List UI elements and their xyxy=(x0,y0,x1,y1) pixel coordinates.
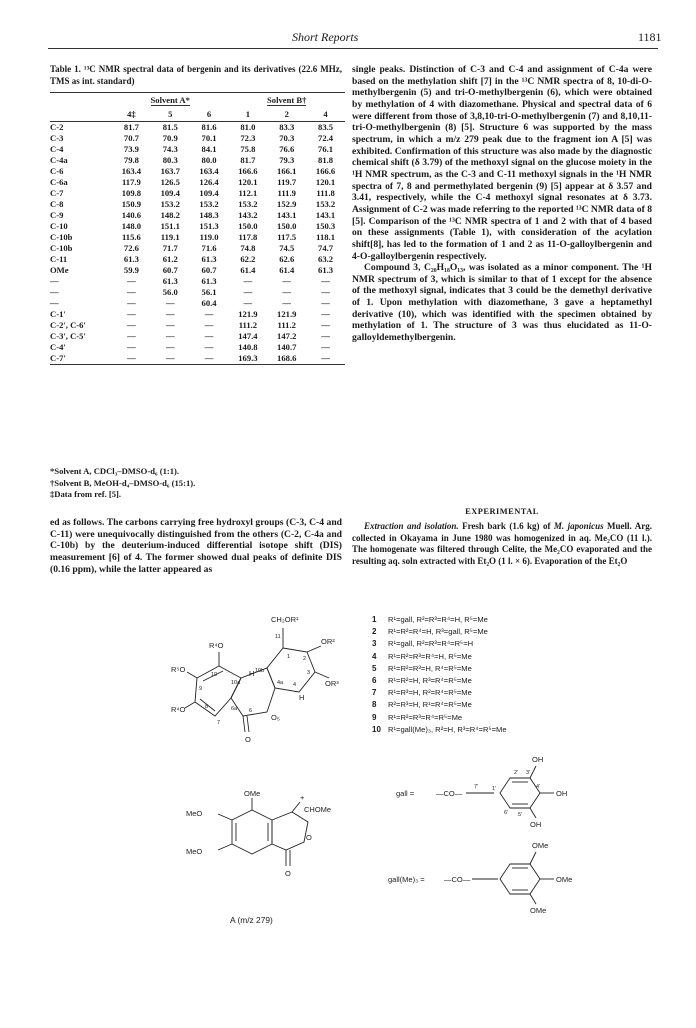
table-cell: 140.8 xyxy=(238,342,258,352)
table-cell: — xyxy=(127,331,136,341)
table-cell: 117.5 xyxy=(277,232,297,242)
table-cell: 153.2 xyxy=(160,199,180,209)
table-cell: — xyxy=(127,287,136,297)
table-cell: 147.4 xyxy=(238,331,258,341)
row-label: — xyxy=(50,287,59,297)
header-rule xyxy=(48,48,658,49)
atom-number: 2′ xyxy=(514,770,519,776)
charge-plus: + xyxy=(300,793,305,802)
atom-number: 6 xyxy=(249,708,253,714)
compound-substituents: R¹=R²=R³=R⁴=H, R⁵=Me xyxy=(388,651,472,661)
methoxy-label: MeO xyxy=(186,809,203,818)
table-cell: 140.7 xyxy=(277,342,297,352)
methoxy-label: OMe xyxy=(244,789,261,798)
table-cell: 121.9 xyxy=(277,309,297,319)
table-cell: 118.1 xyxy=(316,232,335,242)
methoxy-label: OMe xyxy=(556,875,573,884)
table-row xyxy=(50,221,345,232)
table-cell: 63.2 xyxy=(318,254,334,264)
col-header: 5 xyxy=(151,107,190,122)
carbonyl-linker: —CO— xyxy=(444,875,471,884)
bergenin-structure xyxy=(171,608,355,788)
table-row xyxy=(50,243,345,254)
table-cell: 143.1 xyxy=(315,210,336,220)
atom-number: 6a xyxy=(231,706,238,712)
section-lead: Extraction and isolation. xyxy=(364,521,459,531)
table-cell: 153.2 xyxy=(315,199,336,209)
table-cell: — xyxy=(321,320,330,330)
experimental-body: Muell. Arg. collected in Okayama in June 1980 was homogenized in aq. Me₂CO (11 l.). The homogenate was filtered through Celite, the Me₂CO evaporated and the resulting aq. soln extracted with Et₂O (1 l. × 6). Evaporation of the Et₂O xyxy=(352,521,652,567)
table-cell: 111.8 xyxy=(316,188,335,198)
table-cell: — xyxy=(127,342,136,352)
table-cell: 60.4 xyxy=(201,298,217,308)
row-label: C-1′ xyxy=(50,309,66,319)
hydroxyl-label: OH xyxy=(532,755,544,764)
table-row xyxy=(50,342,345,353)
compound-substituents: R¹=gall, R²=R³=R⁴=R⁵=H xyxy=(388,639,474,649)
table-cell: — xyxy=(243,287,253,297)
table-cell: 61.3 xyxy=(162,276,178,286)
table-caption: Table 1. ¹³C NMR spectral data of bergenin and its derivatives (22.6 MHz, TMS as int. standard) xyxy=(50,64,342,86)
compound-row xyxy=(372,699,507,711)
right-column-text xyxy=(352,64,652,344)
table-cell: 117.9 xyxy=(121,177,141,187)
table-cell: 74.3 xyxy=(162,144,178,154)
atom-number: 10b xyxy=(255,668,265,674)
table-cell: 119.7 xyxy=(277,177,297,187)
atom-number: 7′ xyxy=(474,784,479,790)
compound-substituents: R²=R³=H, R¹=R⁴=R⁵=Me xyxy=(388,700,472,710)
compound-substituents: R¹=R²=R³=H, R⁴=R⁵=Me xyxy=(388,663,472,673)
table-cell: 117.8 xyxy=(238,232,258,242)
table-cell: 59.9 xyxy=(123,265,139,275)
row-label: C-7′ xyxy=(50,353,112,365)
table-cell: 76.6 xyxy=(279,144,295,154)
atom-number: 11 xyxy=(275,634,281,640)
atom-number: 10a xyxy=(231,680,241,686)
table-row xyxy=(50,166,345,177)
table-row xyxy=(50,188,345,199)
table-cell: 151.3 xyxy=(199,221,219,231)
table-cell: 56.1 xyxy=(201,287,217,297)
table-cell: — xyxy=(127,320,136,330)
table-row xyxy=(50,144,345,155)
table-cell: 168.6 xyxy=(267,353,306,365)
table-cell: 150.3 xyxy=(315,221,336,231)
methoxy-label: MeO xyxy=(186,847,203,856)
table-cell: 81.7 xyxy=(123,122,139,132)
table-cell: 169.3 xyxy=(228,353,267,365)
row-label: C-10 xyxy=(50,221,68,231)
table-cell: 140.6 xyxy=(121,210,142,220)
table-cell: 147.2 xyxy=(277,331,297,341)
table-cell: 148.3 xyxy=(199,210,219,220)
col-header: 1 xyxy=(228,107,267,122)
col-header: 4‡ xyxy=(112,107,151,122)
left-column-continued-text: ed as follows. The carbons carrying free hydroxyl groups (C-3, C-4 and C-11) were unequivocally distinguished from the others (C-2, C-4a and C-10b) by the deuterium-induced differential isotope shift (DIS) measurement [6] of 4. The former showed dual peaks of definite DIS (0.16 ppm), while the latter appeared as xyxy=(50,517,342,575)
table-cell: 56.0 xyxy=(162,287,178,297)
table-cell: — xyxy=(165,320,175,330)
table-cell: 60.7 xyxy=(201,265,217,275)
table-cell: — xyxy=(127,309,136,319)
row-label: C-8 xyxy=(50,199,64,209)
table-header-row xyxy=(50,93,345,108)
table-cell: 84.1 xyxy=(201,144,217,154)
atom-number: 6′ xyxy=(504,810,509,816)
paragraph: single peaks. Distinction of C-3 and C-4 and assignment of C-4a were based on the methylation shift [7] in the ¹³C NMR spectra of 8, 10-di-O-methylbergenin (5) and tri-O-methylbergenin (6), which were obtained by methylation of 4 with diazomethane. Physical and spectral data of 6 were different from those of 3,8,10-tri-O-methylbergenin (7) and 8,10,11-tri-O-methylbergenin (8) [5]. Structure 6 was supported by the mass spectrum, in which a m/z 279 peak due to the fragment ion A [5] was exhibited. Confirmation of this structure was also made by the diagnostic chemical shift (δ 3.79) of the methoxyl signal on the glucose moiety in the ¹H NMR spectrum, as the C-3 and C-11 methoxyl signals in the ¹H NMR spectra of 7, 8 and permethylated bergenin (9) [5] appear at δ 3.57 and 3.41, respectively, while the C-4 methoxyl signal resonates at δ 3.73. Assignment of C-2 was made referring to the reported ¹³C NMR data of 8 [5]. Comparison of the ¹³C NMR spectra of 1 and 2 with that of 4 based on these assignments (Table 1), with consideration of the acylation shift[8], has led to the formation of 1 and 2 as 11-O-galloylbergenin and 4-O-galloylbergenin respectively. xyxy=(352,64,652,262)
label-r4o-bot: R⁴O xyxy=(171,705,186,714)
compound-row xyxy=(372,651,507,663)
compound-legend xyxy=(372,614,507,736)
table-row xyxy=(50,287,345,298)
row-label: — xyxy=(50,298,59,308)
table-cell: — xyxy=(243,298,253,308)
experimental-heading: EXPERIMENTAL xyxy=(465,507,539,516)
atom-number: 3′ xyxy=(526,770,531,776)
solvent-a-header: Solvent A* xyxy=(150,94,190,105)
hydroxyl-label: OH xyxy=(530,820,542,829)
row-label: C-4 xyxy=(50,144,64,154)
row-label: C-4a xyxy=(50,155,68,165)
table-cell: 74.5 xyxy=(279,243,295,253)
compound-substituents: R¹=gall, R²=R³=R⁴=H, R⁵=Me xyxy=(388,615,488,624)
experimental-text xyxy=(352,521,652,568)
col-header: 4 xyxy=(306,107,345,122)
label-o5: O₅ xyxy=(271,713,280,722)
atom-number: 10 xyxy=(211,672,218,678)
table-cell: 61.3 xyxy=(123,254,139,264)
compound-row xyxy=(372,638,507,650)
table-cell: 81.6 xyxy=(201,122,217,132)
fragment-a-structure xyxy=(182,790,372,910)
paragraph: Compound 3, C₂₀H₁₈O₁₃, was isolated as a minor component. The ¹H NMR spectrum of 3, which is similar to that of 1 except for the absence of the methoxyl signal, indicates that 3 could be the demethyl derivative of 1. Upon methylation with diazomethane, 3 gave a heptamethyl derivative (10), which was identified with the specimen obtained by methylation of 1. The structure of 3 was thus elucidated as 11-O-galloyldemethylbergenin. xyxy=(352,262,652,344)
solvent-b-header: Solvent B† xyxy=(267,94,307,105)
table-cell: 73.9 xyxy=(123,144,139,154)
table-row xyxy=(50,276,345,287)
table-row xyxy=(50,353,345,365)
compound-row xyxy=(372,687,507,699)
page-number: 1181 xyxy=(638,30,662,44)
experimental-body: Fresh bark (1.6 kg) of xyxy=(458,521,554,531)
hydroxyl-label: OH xyxy=(556,789,568,798)
table-row xyxy=(50,232,345,243)
table-cell: — xyxy=(165,298,175,308)
table-cell: — xyxy=(204,342,214,352)
table-cell: 61.3 xyxy=(201,254,217,264)
atom-number: 4a xyxy=(277,680,284,686)
compound-substituents: R¹=R²=R³=R⁴=R⁵=Me xyxy=(388,712,463,722)
table-cell: 166.6 xyxy=(315,166,336,176)
trimethylgalloyl-structure xyxy=(388,838,656,918)
table-cell: 112.1 xyxy=(238,188,258,198)
table-cell: 61.2 xyxy=(162,254,178,264)
table-cell: 111.2 xyxy=(277,320,296,330)
nmr-table xyxy=(50,92,345,365)
atom-number: 1′ xyxy=(492,786,497,792)
row-label: C-6a xyxy=(50,177,68,187)
atom-number: 8 xyxy=(205,704,209,710)
compound-number: 7 xyxy=(372,688,377,698)
chomе-label: CHOMe xyxy=(304,805,332,814)
journal-section-title: Short Reports xyxy=(292,30,359,44)
footnote: †Solvent B, MeOH-d₄–DMSO-d₆ (15:1). xyxy=(50,477,196,488)
label-h: H xyxy=(299,693,305,702)
table-cell: 81.5 xyxy=(162,122,178,132)
footnote: ‡Data from ref. [5]. xyxy=(50,489,122,499)
table-cell: 61.3 xyxy=(201,276,217,286)
table-cell: — xyxy=(282,276,292,286)
table-row xyxy=(50,298,345,309)
table-cell: — xyxy=(321,287,330,297)
table-cell: 163.4 xyxy=(199,166,219,176)
label-or2: OR² xyxy=(321,637,335,646)
table-cell: 74.8 xyxy=(240,243,256,253)
atom-number: 4 xyxy=(293,682,297,688)
compound-substituents: R¹=R²=H, R³=R⁴=R⁵=Me xyxy=(388,676,472,686)
galloyl-structure xyxy=(396,752,656,832)
compound-substituents: R¹=R²=R⁴=H, R³=gall, R⁵=Me xyxy=(388,627,488,637)
compound-number: 4 xyxy=(372,651,377,661)
label-ch2or1: CH₂OR¹ xyxy=(271,615,299,624)
table-cell: 72.3 xyxy=(240,133,256,143)
table-cell: 120.1 xyxy=(315,177,336,187)
table-row xyxy=(50,210,345,221)
table-cell: 126.4 xyxy=(199,177,219,187)
table-cell: — xyxy=(127,298,136,308)
table-cell: 163.4 xyxy=(121,166,142,176)
table-cell: — xyxy=(321,298,330,308)
table-cell: 148.0 xyxy=(121,221,142,231)
row-label: C-3′, C-5′ xyxy=(50,331,86,341)
row-label: C-11 xyxy=(50,254,68,264)
compound-substituents: R¹=R³=H, R²=R⁴=R⁵=Me xyxy=(388,688,472,698)
table-cell: 150.0 xyxy=(238,221,258,231)
compound-row xyxy=(372,724,507,736)
table-cell: 81.0 xyxy=(240,122,256,132)
table-cell: — xyxy=(321,309,330,319)
table-cell: 163.7 xyxy=(160,166,180,176)
table-cell: 115.6 xyxy=(121,232,141,242)
compound-number: 6 xyxy=(372,676,377,686)
table-cell: 71.6 xyxy=(201,243,217,253)
table-cell: — xyxy=(112,353,151,365)
table-cell: 61.4 xyxy=(240,265,256,275)
table-cell: 109.8 xyxy=(121,188,142,198)
row-label: C-10b xyxy=(50,243,73,253)
table-row xyxy=(50,177,345,188)
table-cell: 153.2 xyxy=(199,199,219,209)
compound-number: 5 xyxy=(372,663,377,673)
table-cell: 72.6 xyxy=(123,243,139,253)
table-cell: 61.3 xyxy=(318,265,334,275)
table-cell: 143.1 xyxy=(277,210,297,220)
table-cell: 71.7 xyxy=(162,243,178,253)
table-row xyxy=(50,331,345,342)
table-cell: 119.1 xyxy=(160,232,180,242)
table-cell: 74.7 xyxy=(318,243,334,253)
row-label: — xyxy=(50,276,59,286)
compound-substituents: R¹=gall(Me)₃, R²=H, R³=R⁴=R⁵=Me xyxy=(388,724,507,734)
compound-row xyxy=(372,675,507,687)
table-row xyxy=(50,199,345,210)
table-cell: 72.4 xyxy=(318,133,334,143)
table-cell: 126.5 xyxy=(160,177,180,187)
label-r5o: R⁵O xyxy=(171,665,186,674)
table-row xyxy=(50,133,345,144)
table-cell: 83.5 xyxy=(318,122,334,132)
species-name: M. japonicus xyxy=(553,521,604,531)
table-cell: — xyxy=(127,276,136,286)
table-cell: 81.7 xyxy=(240,155,256,165)
table-cell: 83.3 xyxy=(279,122,295,132)
row-label: C-10b xyxy=(50,232,73,242)
atom-number: 5′ xyxy=(518,812,523,818)
atom-number: 1 xyxy=(287,654,291,660)
table-cell: 111.9 xyxy=(277,188,296,198)
table-cell: 79.3 xyxy=(279,155,295,165)
table-cell: — xyxy=(204,309,214,319)
compound-number: 9 xyxy=(372,712,377,722)
table-row xyxy=(50,254,345,265)
col-header: 6 xyxy=(190,107,229,122)
atom-number: 2 xyxy=(303,656,307,662)
row-label: C-3 xyxy=(50,133,64,143)
table-cell: — xyxy=(321,331,330,341)
row-label: C-6 xyxy=(50,166,64,176)
table-cell: 79.8 xyxy=(123,155,139,165)
table-body xyxy=(50,122,345,365)
table-cell: 75.8 xyxy=(240,144,256,154)
compound-number: 3 xyxy=(372,639,377,649)
table-cell: 109.4 xyxy=(199,188,219,198)
compound-number: 10 xyxy=(372,724,381,734)
table-footnotes xyxy=(50,466,342,501)
table-cell: — xyxy=(204,320,214,330)
table-cell: — xyxy=(321,276,330,286)
row-label: C-4′ xyxy=(50,342,66,352)
table-cell: 150.9 xyxy=(121,199,142,209)
table-col-header-row xyxy=(50,107,345,122)
table-cell: 121.9 xyxy=(238,309,258,319)
table-row xyxy=(50,122,345,134)
table-cell: — xyxy=(282,298,292,308)
table-cell: 153.2 xyxy=(238,199,258,209)
carbonyl-o-label: O xyxy=(285,869,291,878)
gall-label: gall = xyxy=(396,789,415,798)
table-cell: — xyxy=(306,353,345,365)
table-cell: 62.6 xyxy=(279,254,295,264)
label-r4o-top: R⁴O xyxy=(209,641,224,650)
table-row xyxy=(50,309,345,320)
table-cell: 76.1 xyxy=(318,144,334,154)
table-cell: 81.8 xyxy=(318,155,334,165)
table-cell: 119.0 xyxy=(199,232,219,242)
compound-row xyxy=(372,626,507,638)
fragment-caption: A (m/z 279) xyxy=(230,915,273,925)
label-h: H xyxy=(249,669,255,678)
table-cell: 150.0 xyxy=(277,221,297,231)
row-label: C-9 xyxy=(50,210,64,220)
table-cell: 148.2 xyxy=(160,210,180,220)
table-cell: 60.7 xyxy=(162,265,178,275)
row-label: C-7 xyxy=(50,188,64,198)
table-cell: 70.1 xyxy=(201,133,217,143)
gallme3-label: gall(Me)₃ = xyxy=(388,875,425,884)
table-cell: — xyxy=(165,331,175,341)
table-cell: 151.1 xyxy=(160,221,180,231)
ring-oxygen-label: O xyxy=(306,833,312,842)
table-cell: 109.4 xyxy=(160,188,180,198)
row-label: C-2′, C-6′ xyxy=(50,320,86,330)
table-row xyxy=(50,320,345,331)
table-cell: — xyxy=(243,276,253,286)
compound-number: 1 xyxy=(372,615,377,624)
compound-number: 8 xyxy=(372,700,377,710)
table-cell: 166.1 xyxy=(277,166,297,176)
table-cell: — xyxy=(282,287,292,297)
table-cell: — xyxy=(151,353,190,365)
table-cell: — xyxy=(165,342,175,352)
label-or3: OR³ xyxy=(325,679,339,688)
table-cell: — xyxy=(321,342,330,352)
table-cell: — xyxy=(190,353,229,365)
table-cell: 70.3 xyxy=(279,133,295,143)
row-label: OMe xyxy=(50,265,69,275)
table-cell: 143.2 xyxy=(238,210,258,220)
row-label: C-2 xyxy=(50,122,64,132)
table-cell: 152.9 xyxy=(277,199,297,209)
table-cell: 70.9 xyxy=(162,133,178,143)
compound-number: 2 xyxy=(372,627,377,637)
table-cell: — xyxy=(204,331,214,341)
table-row xyxy=(50,265,345,276)
table-row xyxy=(50,155,345,166)
compound-row xyxy=(372,663,507,675)
label-carbonyl-o: O xyxy=(245,735,251,744)
table-cell: — xyxy=(165,309,175,319)
table-cell: 166.6 xyxy=(238,166,258,176)
carbonyl-linker: —CO— xyxy=(436,789,463,798)
atom-number: 7 xyxy=(217,720,221,726)
table-cell: 62.2 xyxy=(240,254,256,264)
methoxy-label: OMe xyxy=(530,906,547,915)
methoxy-label: OMe xyxy=(532,841,549,850)
table-cell: 111.2 xyxy=(238,320,258,330)
table-cell: 61.4 xyxy=(279,265,295,275)
table-cell: 70.7 xyxy=(123,133,139,143)
footnote: *Solvent A, CDCl₃–DMSO-d₆ (1:1). xyxy=(50,466,180,476)
compound-row xyxy=(372,614,507,626)
table-cell: 80.0 xyxy=(201,155,217,165)
atom-number: 4′ xyxy=(536,784,541,790)
table-cell: 80.3 xyxy=(162,155,178,165)
atom-number: 9 xyxy=(199,686,203,692)
table-cell: 120.1 xyxy=(238,177,258,187)
atom-number: 3 xyxy=(307,670,311,676)
compound-row xyxy=(372,712,507,724)
col-header: 2 xyxy=(267,107,306,122)
